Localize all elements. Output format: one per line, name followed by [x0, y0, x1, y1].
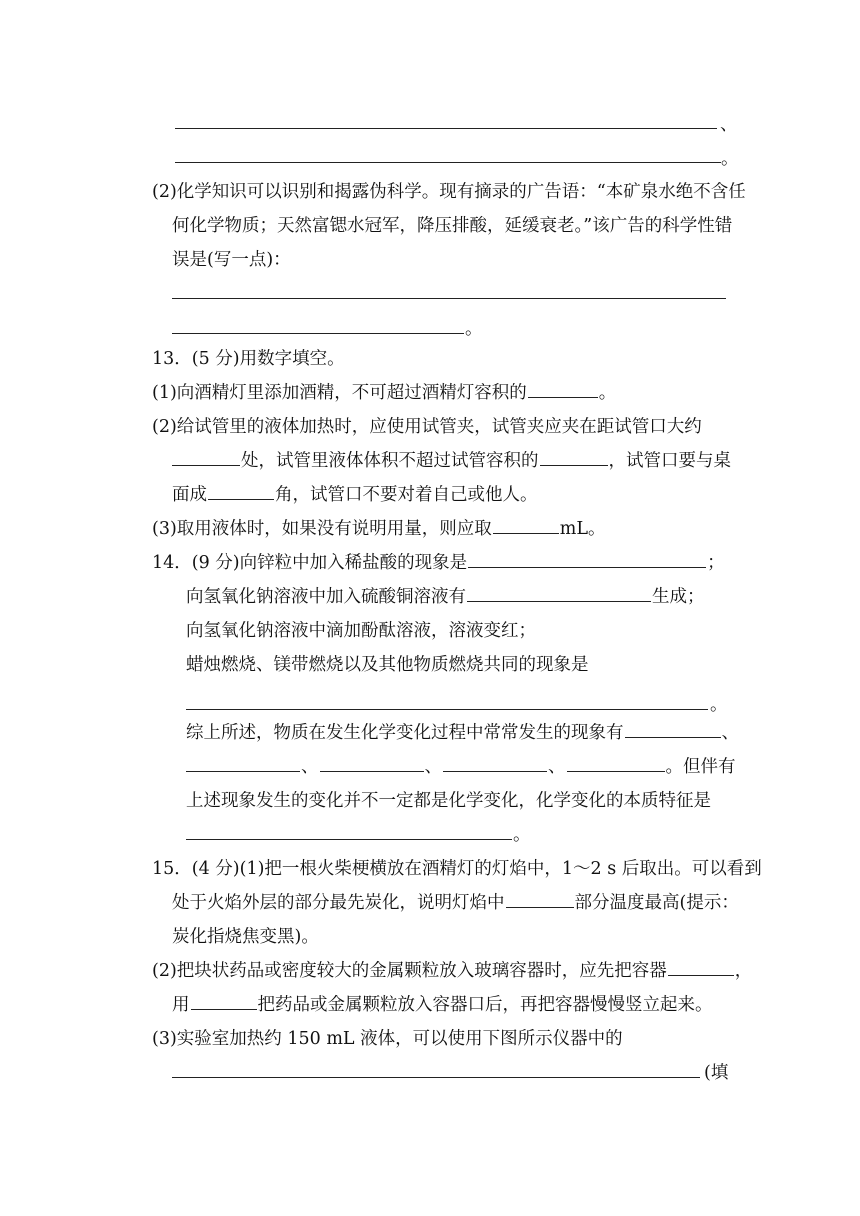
answer-line[interactable]: [175, 127, 717, 129]
question-text: 用: [172, 995, 190, 1015]
answer-blank[interactable]: [528, 376, 598, 398]
punctuation: 、: [548, 757, 566, 777]
question-text: (2)给试管里的液体加热时，应使用试管夹，试管夹应夹在距试管口大约: [152, 417, 702, 437]
answer-blank[interactable]: [668, 954, 734, 976]
answer-blank[interactable]: [208, 478, 274, 500]
punctuation: 、: [721, 723, 739, 743]
question-text: (填: [704, 1063, 729, 1083]
answer-blank[interactable]: [493, 512, 559, 534]
question-text: mL。: [559, 519, 606, 539]
question-text: 炭化指烧焦变黑)。: [172, 927, 319, 947]
punctuation: 。: [465, 319, 483, 339]
punctuation: 。: [598, 383, 617, 403]
question-text: (1)向酒精灯里添加酒精，不可超过酒精灯容积的: [152, 383, 527, 403]
punctuation: 。: [710, 695, 728, 715]
question-text: 生成；: [652, 587, 705, 607]
question-text: 处，试管里液体体积不超过试管容积的: [241, 451, 539, 471]
question-text: 部分温度最高(提示：: [574, 893, 739, 913]
answer-blank[interactable]: [320, 750, 424, 772]
punctuation: 。: [721, 149, 739, 169]
answer-line[interactable]: [172, 1076, 700, 1078]
answer-blank[interactable]: [443, 750, 547, 772]
question-text: 向氢氧化钠溶液中滴加酚酞溶液，溶液变红；: [186, 621, 536, 641]
question-text: 综上所述，物质在发生化学变化过程中常常发生的现象有: [186, 723, 624, 743]
question-text: ，试管口要与桌: [608, 451, 731, 471]
punctuation: 、: [720, 115, 738, 135]
question-text: 14．(9 分)向锌粒中加入稀盐酸的现象是: [152, 553, 468, 573]
answer-blank[interactable]: [506, 886, 574, 908]
answer-blank[interactable]: [567, 750, 665, 772]
answer-blank[interactable]: [468, 546, 706, 568]
punctuation: ，: [734, 961, 753, 981]
question-text: 15．(4 分)(1)把一根火柴梗横放在酒精灯的灯焰中，1～2 s 后取出。可以看到: [152, 859, 762, 879]
question-title: 13．(5 分)用数字填空。: [152, 349, 345, 369]
punctuation: 、: [424, 757, 442, 777]
question-text: 角，试管口不要对着自己或他人。: [275, 485, 538, 505]
question-text: (3)取用液体时，如果没有说明用量，则应取: [152, 519, 492, 539]
question-text: 上述现象发生的变化并不一定都是化学变化，化学变化的本质特征是: [186, 791, 711, 811]
question-text: (2)化学知识可以识别和揭露伪科学。现有摘录的广告语：“本矿泉水绝不含任: [152, 182, 746, 202]
answer-line[interactable]: [172, 332, 464, 334]
question-text: 何化学物质；天然富锶水冠军，降压排酸，延缓衰老。”该广告的科学性错: [172, 216, 733, 236]
question-text: 蜡烛燃烧、镁带燃烧以及其他物质燃烧共同的现象是: [186, 655, 589, 675]
answer-line[interactable]: [175, 161, 721, 163]
question-text: 向氢氧化钠溶液中加入硫酸铜溶液有: [186, 587, 466, 607]
question-text: 面成: [172, 485, 207, 505]
answer-line[interactable]: [186, 708, 708, 710]
answer-blank[interactable]: [625, 716, 721, 738]
answer-blank[interactable]: [540, 444, 608, 466]
question-text: (2)把块状药品或密度较大的金属颗粒放入玻璃容器时，应先把容器: [152, 961, 667, 981]
punctuation: 、: [301, 757, 319, 777]
question-text: 误是(写一点)：: [172, 250, 291, 270]
answer-blank[interactable]: [467, 580, 651, 602]
question-text: 把药品或金属颗粒放入容器口后，再把容器慢慢竖立起来。: [257, 995, 713, 1015]
answer-blank[interactable]: [186, 818, 512, 840]
answer-blank[interactable]: [172, 444, 240, 466]
question-text: 处于火焰外层的部分最先炭化，说明灯焰中: [172, 893, 505, 913]
answer-blank[interactable]: [186, 750, 300, 772]
punctuation: ；: [707, 553, 725, 573]
question-text: 。但伴有: [665, 757, 736, 777]
question-text: (3)实验室加热约 150 mL 液体，可以使用下图所示仪器中的: [152, 1029, 623, 1049]
answer-line[interactable]: [172, 297, 726, 299]
answer-blank[interactable]: [191, 988, 257, 1010]
punctuation: 。: [513, 825, 531, 845]
